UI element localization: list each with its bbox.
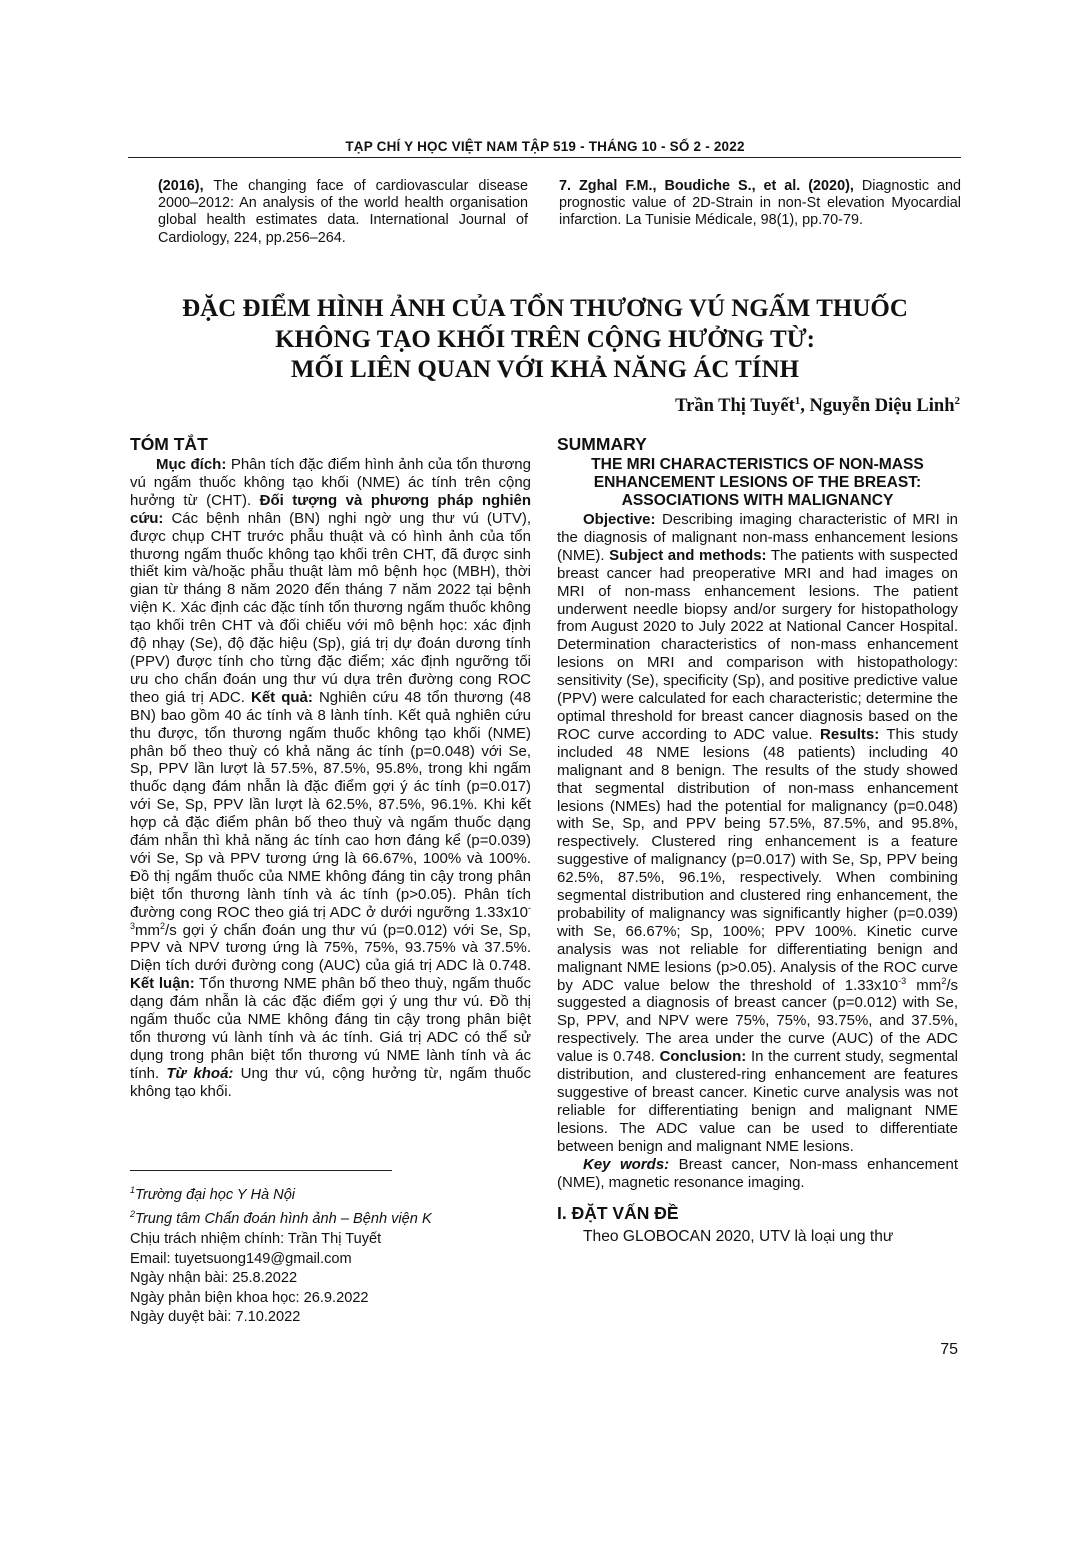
objective-label: Mục đích:	[156, 456, 227, 473]
abstract-vi-body	[130, 456, 531, 1101]
header-rule	[128, 157, 961, 158]
keywords-label: Từ khoá:	[166, 1064, 234, 1082]
en-results-sup-2: 2	[941, 975, 947, 986]
en-conclusion-label: Conclusion:	[659, 1048, 747, 1066]
en-keywords-label: Key words:	[583, 1155, 670, 1173]
title-line-3: MỐI LIÊN QUAN VỚI KHẢ NĂNG ÁC TÍNH	[290, 356, 800, 383]
author-separator: ,	[800, 396, 810, 417]
footnote-affiliation-2	[130, 1205, 531, 1229]
footnote-2-marker: 2	[130, 1209, 136, 1220]
results-text-a: Nghiên cứu 48 tổn thương (48 BN) bao gồm 40 ác tính và 8 lành tính. Kết quả nghiên cứu thu được, tổn thương ngấm thuốc không tạo khối (NME) phân bố theo thuỳ có khả năng ác tính (p=0.048) với Se, Sp, PPV lần lượt là 57.5%, 87.5%, 95.8%, trong khi ngấm thuốc dạng đám nhẫn là đặc điểm gợi ý ác tính (p=0.017) với Se, Sp, PPV lần lượt là 62.5%, 87.5%, 96.1%. Khi kết hợp cả đặc điểm phân bố theo thuỳ và ngấm thuốc dạng đám nhẫn thì khả năng ác tính cao hơn đáng kể (p=0.039) với Se, Sp và PPV tương ứng là 66.67%, 100% và 100%. Đồ thị ngấm thuốc của NME không đáng tin cậy trong phân biệt tổn thương lành tính và ác tính (p>0.05). Phân tích đường cong ROC theo giá trị ADC ở dưới ngưỡng 1.33x10	[130, 688, 531, 921]
page-number: 75	[940, 1341, 958, 1358]
reference-left-bold: (2016),	[158, 178, 204, 194]
en-results-label: Results:	[820, 725, 880, 743]
title-line-2: KHÔNG TẠO KHỐI TRÊN CỘNG HƯỞNG TỪ:	[275, 325, 815, 353]
en-objective-text: Describing imaging characteristic of MRI in the diagnosis of malignant non-mass enhancement lesions (NME).	[557, 511, 958, 564]
abstract-vietnamese	[130, 433, 531, 1101]
article-title	[140, 294, 950, 386]
reference-left	[158, 178, 528, 247]
results-label: Kết quả:	[250, 688, 313, 706]
footnote-rule	[130, 1170, 392, 1171]
en-conclusion-text: In the current study, segmental distribution, and clustered-ring enhancement are features suggestive of breast cancer. Kinetic curve analysis was not reliable for differentiating benign and malignant NME lesions. The ADC value can be used to differentiate between benign and malignant NME lesions.	[557, 1048, 958, 1155]
footnote-1-text: Trường đại học Y Hà Nội	[135, 1186, 296, 1203]
keywords-text: Ung thư vú, cộng hưởng từ, ngấm thuốc không tạo khối.	[130, 1064, 531, 1100]
en-results-text-b: mm	[906, 976, 942, 994]
reference-7	[559, 178, 961, 230]
author-1: Trần Thị Tuyết	[675, 396, 795, 417]
en-keywords-text: Breast cancer, Non-mass enhancement (NME), magnetic resonance imaging.	[557, 1155, 958, 1191]
abstract-english	[557, 433, 958, 1246]
journal-running-head: TẠP CHÍ Y HỌC VIỆT NAM TẬP 519 - THÁNG 10 - SỐ 2 - 2022	[345, 139, 745, 154]
introduction-text: Theo GLOBOCAN 2020, UTV là loại ung thư	[583, 1228, 894, 1246]
conclusion-text: Tổn thương NME phân bố theo thuỳ, ngấm thuốc dạng đám nhẫn là các đặc điểm gợi ý ung thư vú. Đồ thị ngấm thuốc của NME không đáng tin cậy trong phân biệt tổn thương vú lành tính và ác tính. Giá trị ADC có thể sử dụng trong phân biệt tổn thương vú NME lành tính và ác tính.	[130, 975, 531, 1082]
abstract-vi-heading: TÓM TẮT	[130, 434, 208, 454]
english-title: THE MRI CHARACTERISTICS OF NON-MASS ENHANCEMENT LESIONS OF THE BREAST: ASSOCIATIONS WITH MALIGNANCY	[591, 456, 924, 509]
authors	[675, 395, 960, 417]
footnote-1-marker: 1	[130, 1185, 136, 1195]
methods-text: Các bệnh nhân (BN) nghi ngờ ung thư vú (UTV), được chụp CHT trước phẫu thuật và có hình ảnh của tổn thương ngấm thuốc không tạo khối trên CHT, đã được sinh thiết kim và/hoặc phẫu thuật làm mô bệnh học (MBH), thời gian từ tháng 8 năm 2020 đến tháng 7 năm 2022 tại bệnh viện K. Xác định các đặc tính tổn thương ngấm thuốc không tạo khối trên CHT và đối chiếu với mô bệnh học: xác định độ nhạy (Se), độ đặc hiệu (Sp), giá trị dự đoán dương tính (PPV) được tính cho từng đặc điểm; xác định ngưỡng tối ưu cho chẩn đoán ung thư vú dựa trên đường cong ROC theo giá trị ADC.	[130, 509, 531, 706]
results-sup-1: -3	[130, 902, 531, 931]
footnote-received: Ngày nhận bài: 25.8.2022	[130, 1270, 298, 1287]
footnote-2-text: Trung tâm Chẩn đoán hình ảnh – Bệnh viện K	[135, 1211, 432, 1228]
footnote-affiliation-1	[130, 1181, 531, 1205]
introduction-heading: I. ĐẶT VẤN ĐỀ	[557, 1203, 679, 1224]
en-results-sup-1: -3	[898, 975, 907, 986]
footnote-email: Email: tuyetsuong149@gmail.com	[130, 1250, 352, 1267]
reference-7-number: 7.	[559, 178, 572, 194]
author-1-affil: 1	[794, 395, 801, 407]
results-sup-2: 2	[160, 920, 166, 931]
footnote-reviewed: Ngày phản biện khoa học: 26.9.2022	[130, 1289, 369, 1306]
en-objective-label: Objective:	[583, 511, 656, 528]
summary-heading: SUMMARY	[557, 434, 647, 454]
author-2-affil: 2	[954, 395, 960, 407]
footnote-accepted: Ngày duyệt bài: 7.10.2022	[130, 1309, 301, 1326]
en-results-text-a: This study included 48 NME lesions (48 patients) including 40 malignant and 8 benign. The results of the study showed that segmental distribution of non-mass enhancement lesions (NMEs) had the potential for malignancy (p=0.048) with Se, Sp, and PPV being 57.5%, 87.5%, and 95.8%, respectively. Clustered ring enhancement is a feature suggestive of malignancy (p=0.017) with Se, Sp, PPV being 62.5%, 87.5%, 96.1%, respectively. When combining segmental distribution and clustered ring enhancement, the probability of malignancy was significantly higher (p=0.039) with Se, 66.67%; Sp, 100%; PPV 100%. Kinetic curve analysis was not reliable for differentiating benign and malignant NME lesions (p>0.05). Analysis of the ROC curve by ADC value below the threshold of 1.33x10	[557, 725, 958, 994]
results-text-c: /s gợi ý chẩn đoán ung thư vú (p=0.012) với Se, Sp, PPV và NPV tương ứng là 75%, 75%, 93.75% và 37.5%. Diện tích dưới đường cong (AUC) của giá trị ADC là 0.748.	[130, 921, 531, 975]
en-results-text-c: /s suggested a diagnosis of breast cancer (p=0.012) with Se, Sp, PPV, and NPV were 75%, 75%, 93.75%, and 37.5%, respectively. The area under the curve (AUC) of the ADC value is 0.748.	[557, 976, 958, 1066]
title-line-1: ĐẶC ĐIỂM HÌNH ẢNH CỦA TỔN THƯƠNG VÚ NGẤM THUỐC	[182, 295, 908, 322]
summary-body	[557, 511, 958, 1156]
results-text-b: mm	[135, 921, 161, 939]
methods-label: Đối tượng và phương pháp nghiên cứu:	[130, 491, 531, 527]
reference-left-text: The changing face of cardiovascular disease 2000–2012: An analysis of the world health organisation global health estimates data. International Journal of Cardiology, 224, pp.256–264.	[158, 178, 528, 246]
conclusion-label: Kết luận:	[130, 975, 195, 993]
reference-7-authors: Zghal F.M., Boudiche S., et al. (2020),	[578, 178, 854, 194]
en-methods-label: Subject and methods:	[609, 546, 767, 564]
objective-text: Phân tích đặc điểm hình ảnh của tổn thương vú ngấm thuốc không tạo khối (NME) ác tính trên cộng hưởng từ (CHT).	[130, 456, 531, 509]
footnote-responsible: Chịu trách nhiệm chính: Trần Thị Tuyết	[130, 1230, 382, 1247]
footnotes	[130, 1181, 531, 1328]
en-keywords	[557, 1156, 958, 1192]
reference-7-text: Diagnostic and prognostic value of 2D-Strain in non-St elevation Myocardial infarction. La Tunisie Médicale, 98(1), pp.70-79.	[559, 178, 961, 229]
en-methods-text: The patients with suspected breast cancer had preoperative MRI and had images on MRI of non-mass enhancement lesions. The patient underwent needle biopsy and/or surgery for histopathology from August 2020 to July 2022 at National Cancer Hospital. Determination characteristics of non-mass enhancement lesions on MRI and comparison with histopathology: sensitivity (Se), specificity (Sp), and positive predictive value (PPV) were calculated for each characteristic; determine the optimal threshold for breast cancer diagnosis based on the ROC curve according to ADC value.	[557, 546, 958, 743]
author-2: Nguyễn Diệu Linh	[809, 396, 955, 417]
